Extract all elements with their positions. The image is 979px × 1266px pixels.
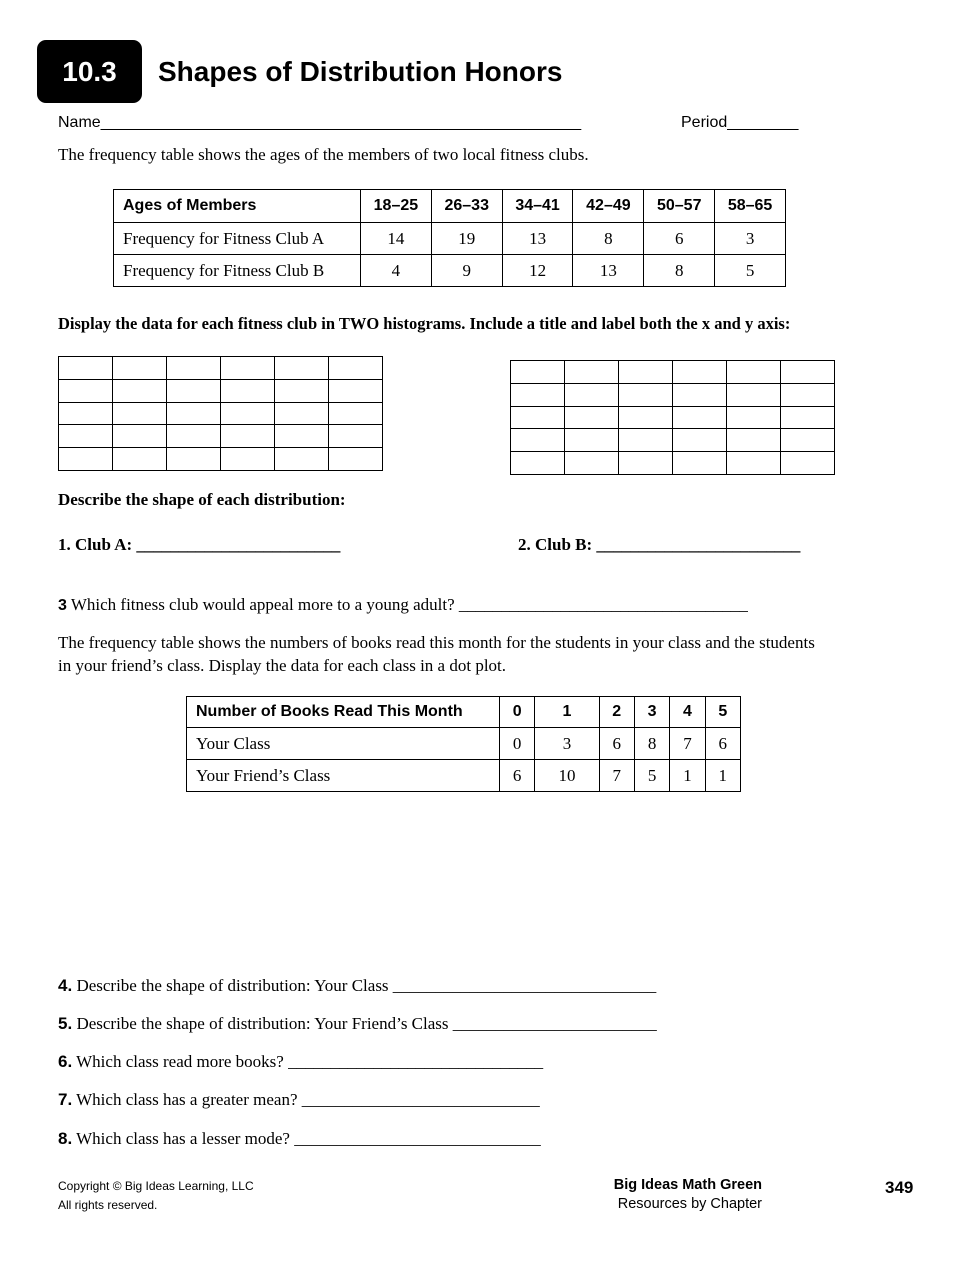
grid-cell[interactable] [565, 406, 619, 429]
grid-cell[interactable] [619, 429, 673, 452]
question-number: 5. [58, 1014, 73, 1033]
question-1 [58, 535, 340, 555]
answer-blank[interactable]: _______________________________ [392, 976, 657, 995]
cell: 4 [361, 255, 432, 287]
question-number: 4. [58, 976, 73, 995]
table-row [114, 223, 786, 255]
cell: 12 [502, 255, 573, 287]
grid-cell[interactable] [275, 402, 329, 425]
grid-row [59, 357, 383, 380]
table-row [187, 760, 741, 792]
row-label: Frequency for Fitness Club A [114, 223, 361, 255]
grid-cell[interactable] [329, 448, 383, 471]
header-cell: 34–41 [502, 190, 573, 223]
table-header-row [187, 697, 741, 728]
cell: 6 [644, 223, 715, 255]
intro-books-1: The frequency table shows the numbers of books read this month for the students in your class and the students [58, 633, 815, 652]
grid-cell[interactable] [781, 429, 835, 452]
page-number: 349 [885, 1178, 914, 1197]
grid-cell[interactable] [565, 383, 619, 406]
footer-book-title: Big Ideas Math Green [613, 1177, 762, 1193]
question-text: Which class read more books? [76, 1052, 284, 1071]
grid-cell[interactable] [59, 448, 113, 471]
question-6 [58, 1052, 543, 1072]
grid-cell[interactable] [167, 357, 221, 380]
grid-cell[interactable] [329, 425, 383, 448]
grid-cell[interactable] [781, 406, 835, 429]
table-row [187, 728, 741, 760]
name-field[interactable]: ______________________________________________________ [100, 114, 582, 131]
grid-cell[interactable] [329, 357, 383, 380]
grid-cell[interactable] [673, 452, 727, 475]
grid-cell[interactable] [329, 379, 383, 402]
grid-cell[interactable] [511, 452, 565, 475]
grid-row [511, 383, 835, 406]
footer-resources: Resources by Chapter [617, 1196, 762, 1212]
question-1-answer[interactable]: ________________________ [136, 535, 341, 554]
cell: 7 [670, 728, 705, 760]
cell: 8 [644, 255, 715, 287]
histogram-grid-club-a[interactable] [58, 356, 383, 471]
grid-cell[interactable] [565, 452, 619, 475]
question-3-number: 3 [58, 597, 67, 614]
grid-row [511, 361, 835, 384]
grid-cell[interactable] [113, 357, 167, 380]
cell: 19 [431, 223, 502, 255]
question-text: Which class has a greater mean? [76, 1090, 298, 1109]
question-1-label: 1. Club A: [58, 535, 133, 554]
cell: 6 [500, 760, 535, 792]
cell: 9 [431, 255, 502, 287]
grid-cell[interactable] [565, 429, 619, 452]
header-cell: 0 [500, 697, 535, 728]
grid-cell[interactable] [727, 406, 781, 429]
grid-cell[interactable] [59, 357, 113, 380]
question-number: 7. [58, 1090, 73, 1109]
grid-cell[interactable] [673, 383, 727, 406]
table-header-row [114, 190, 786, 223]
grid-cell[interactable] [113, 448, 167, 471]
grid-cell[interactable] [619, 383, 673, 406]
header-cell: 18–25 [361, 190, 432, 223]
grid-cell[interactable] [673, 406, 727, 429]
header-cell: 3 [634, 697, 669, 728]
grid-cell[interactable] [727, 452, 781, 475]
intro-fitness: The frequency table shows the ages of the members of two local fitness clubs. [58, 145, 589, 164]
grid-row [59, 448, 383, 471]
footer-copyright: Copyright © Big Ideas Learning, LLC [58, 1179, 254, 1193]
header-cell: Number of Books Read This Month [187, 697, 500, 728]
cell: 13 [573, 255, 644, 287]
grid-cell[interactable] [727, 429, 781, 452]
grid-cell[interactable] [619, 361, 673, 384]
answer-blank[interactable]: _____________________________ [294, 1129, 541, 1148]
intro-books-2: in your friend’s class. Display the data for each class in a dot plot. [58, 656, 507, 675]
question-3-text: Which fitness club would appeal more to a young adult? [70, 595, 455, 614]
grid-cell[interactable] [275, 425, 329, 448]
question-number: 8. [58, 1129, 73, 1148]
row-label: Frequency for Fitness Club B [114, 255, 361, 287]
row-label: Your Class [187, 728, 500, 760]
grid-cell[interactable] [727, 361, 781, 384]
answer-blank[interactable]: ________________________ [452, 1014, 657, 1033]
grid-cell[interactable] [511, 429, 565, 452]
name-line [58, 114, 581, 132]
cell: 6 [705, 728, 740, 760]
cell: 3 [535, 728, 599, 760]
row-label: Your Friend’s Class [187, 760, 500, 792]
grid-cell[interactable] [59, 425, 113, 448]
grid-cell[interactable] [275, 448, 329, 471]
cell: 3 [715, 223, 786, 255]
grid-row [59, 402, 383, 425]
footer-rights: All rights reserved. [58, 1198, 158, 1212]
histogram-instruction: Display the data for each fitness club in TWO histograms. Include a title and label both the x and y axis: [58, 314, 791, 333]
cell: 0 [500, 728, 535, 760]
grid-cell[interactable] [673, 361, 727, 384]
cell: 14 [361, 223, 432, 255]
answer-blank[interactable]: ____________________________ [301, 1090, 540, 1109]
grid-cell[interactable] [275, 379, 329, 402]
header-cell: 5 [705, 697, 740, 728]
period-line [681, 114, 798, 132]
grid-cell[interactable] [511, 383, 565, 406]
grid-cell[interactable] [619, 406, 673, 429]
question-3 [58, 595, 748, 615]
grid-cell[interactable] [221, 402, 275, 425]
grid-cell[interactable] [167, 402, 221, 425]
describe-heading: Describe the shape of each distribution: [58, 490, 346, 509]
question-text: Which class has a lesser mode? [76, 1129, 290, 1148]
question-5 [58, 1014, 657, 1034]
cell: 1 [670, 760, 705, 792]
grid-cell[interactable] [221, 448, 275, 471]
grid-row [59, 425, 383, 448]
cell: 8 [573, 223, 644, 255]
header-cell: Ages of Members [114, 190, 361, 223]
question-2 [518, 535, 800, 555]
books-frequency-table [186, 696, 741, 792]
grid-cell[interactable] [113, 402, 167, 425]
question-number: 6. [58, 1052, 73, 1071]
period-label: Period [681, 114, 728, 131]
grid-cell[interactable] [113, 379, 167, 402]
grid-row [511, 406, 835, 429]
grid-cell[interactable] [673, 429, 727, 452]
page-title: Shapes of Distribution Honors [158, 56, 563, 87]
question-text: Describe the shape of distribution: Your Class [76, 976, 389, 995]
cell: 8 [634, 728, 669, 760]
grid-cell[interactable] [113, 425, 167, 448]
question-2-label: 2. Club B: [518, 535, 593, 554]
cell: 1 [705, 760, 740, 792]
cell: 7 [599, 760, 634, 792]
grid-cell[interactable] [781, 361, 835, 384]
cell: 10 [535, 760, 599, 792]
cell: 6 [599, 728, 634, 760]
grid-cell[interactable] [565, 361, 619, 384]
header-cell: 4 [670, 697, 705, 728]
name-label: Name [58, 114, 101, 131]
grid-cell[interactable] [275, 357, 329, 380]
grid-cell[interactable] [511, 361, 565, 384]
question-3-answer[interactable]: __________________________________ [458, 595, 748, 614]
question-4 [58, 976, 656, 996]
grid-cell[interactable] [781, 383, 835, 406]
cell: 13 [502, 223, 573, 255]
grid-cell[interactable] [221, 379, 275, 402]
grid-cell[interactable] [781, 452, 835, 475]
header-cell: 2 [599, 697, 634, 728]
question-text: Describe the shape of distribution: Your Friend’s Class [76, 1014, 449, 1033]
grid-cell[interactable] [221, 425, 275, 448]
grid-cell[interactable] [511, 406, 565, 429]
grid-row [511, 429, 835, 452]
grid-cell[interactable] [167, 448, 221, 471]
grid-cell[interactable] [727, 383, 781, 406]
header-cell: 1 [535, 697, 599, 728]
grid-cell[interactable] [59, 379, 113, 402]
question-2-answer[interactable]: ________________________ [596, 535, 801, 554]
grid-cell[interactable] [167, 425, 221, 448]
grid-cell[interactable] [619, 452, 673, 475]
grid-cell[interactable] [329, 402, 383, 425]
histogram-grid-club-b[interactable] [510, 360, 835, 475]
question-8 [58, 1129, 541, 1149]
grid-row [59, 379, 383, 402]
cell: 5 [715, 255, 786, 287]
fitness-frequency-table [113, 189, 786, 287]
header-cell: 50–57 [644, 190, 715, 223]
answer-blank[interactable]: ______________________________ [288, 1052, 544, 1071]
header-cell: 26–33 [431, 190, 502, 223]
header-cell: 58–65 [715, 190, 786, 223]
section-badge: 10.3 [37, 40, 142, 103]
header-cell: 42–49 [573, 190, 644, 223]
cell: 5 [634, 760, 669, 792]
period-field[interactable]: ________ [727, 114, 799, 131]
grid-row [511, 452, 835, 475]
grid-cell[interactable] [167, 379, 221, 402]
table-row [114, 255, 786, 287]
grid-cell[interactable] [59, 402, 113, 425]
question-7 [58, 1090, 540, 1110]
grid-cell[interactable] [221, 357, 275, 380]
